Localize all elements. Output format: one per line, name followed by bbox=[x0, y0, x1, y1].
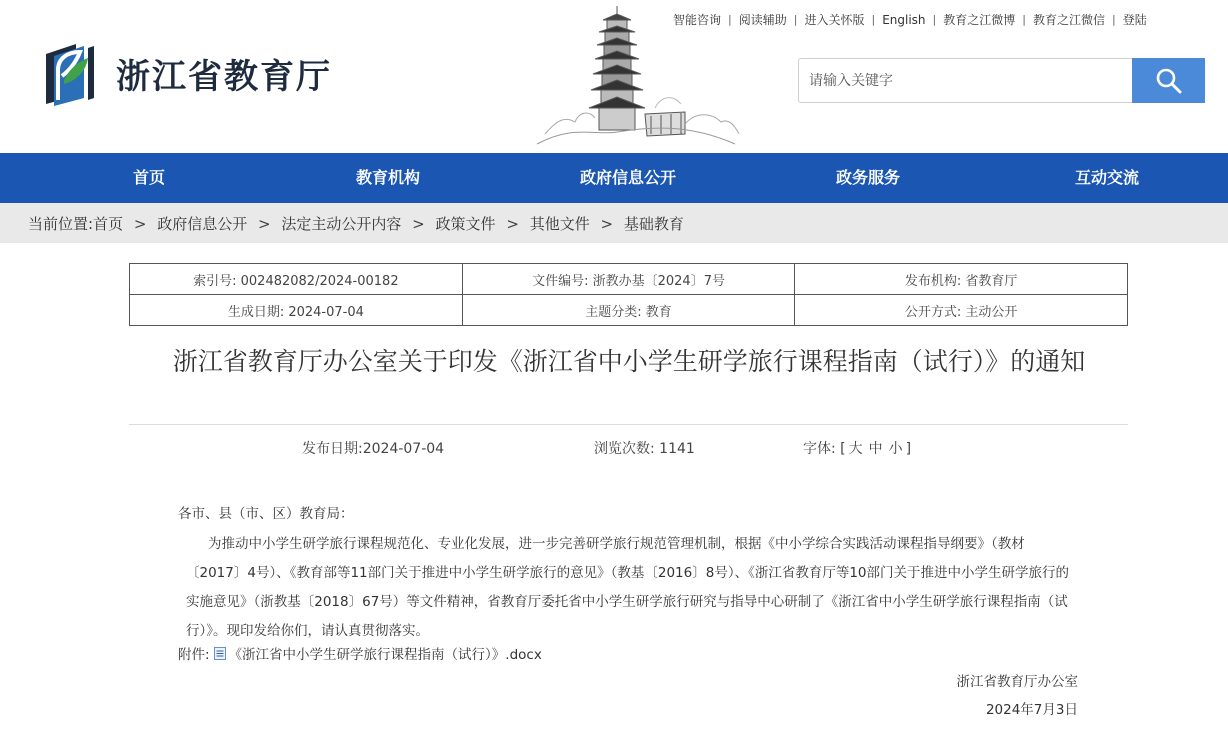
site-logo[interactable] bbox=[40, 40, 332, 106]
publish-date: 发布日期:2024-07-04 bbox=[302, 441, 445, 457]
link-wechat[interactable]: 教育之江微信 bbox=[1033, 13, 1106, 27]
link-weibo[interactable]: 教育之江微博 bbox=[943, 13, 1016, 27]
separator: | bbox=[1022, 13, 1026, 26]
search-button[interactable] bbox=[1132, 58, 1205, 103]
font-size-label: 字体: bbox=[803, 441, 836, 457]
breadcrumb-separator: > bbox=[412, 215, 425, 233]
breadcrumb-basic-edu[interactable]: 基础教育 bbox=[623, 215, 684, 233]
attachment-label: 附件: bbox=[178, 647, 210, 663]
meta-index-no: 索引号: 002482082/2024-00182 bbox=[130, 264, 463, 295]
breadcrumb-statutory[interactable]: 法定主动公开内容 bbox=[281, 215, 402, 233]
nav-item-services[interactable]: 政务服务 bbox=[835, 168, 901, 187]
meta-doc-no: 文件编号: 浙教办基〔2024〕7号 bbox=[462, 264, 795, 295]
link-care-version[interactable]: 进入关怀版 bbox=[804, 13, 865, 27]
sign-date: 2024年7月3日 bbox=[985, 702, 1078, 718]
separator: | bbox=[932, 13, 937, 26]
breadcrumb-gov-info[interactable]: 政府信息公开 bbox=[157, 215, 248, 233]
meta-topic: 主题分类: 教育 bbox=[462, 295, 795, 326]
font-size-small-button[interactable]: 小 bbox=[888, 441, 903, 457]
bracket: [ bbox=[840, 441, 846, 457]
table-row bbox=[130, 295, 1128, 326]
body-paragraph: 为推动中小学生研学旅行课程规范化、专业化发展，进一步完善研学旅行规范管理机制，根据《中小学综合实践活动课程指导纲要》（教材〔2017〕4号）、《教育部等11部门关于推进中小学生研学旅行的意见》（教基〔2016〕8号）、《浙江省教育厅等10部门关于推进中小学生研学旅行的实施意见》（浙教基〔2018〕67号）等文件精神，省教育厅委托省中小学生研学旅行研究与指导中心研制了《浙江省中小学生研学旅行课程指南（试行）》。现印发给你们，请认真贯彻落实。 bbox=[186, 536, 1069, 639]
separator: | bbox=[871, 13, 876, 26]
view-count: 浏览次数: 1141 bbox=[594, 441, 695, 457]
font-size-large-button[interactable]: 大 bbox=[848, 441, 863, 457]
link-smart-consult[interactable]: 智能咨询 bbox=[673, 13, 722, 27]
breadcrumb-separator: > bbox=[258, 215, 271, 233]
breadcrumb bbox=[28, 203, 684, 243]
breadcrumb-policy[interactable]: 政策文件 bbox=[435, 215, 496, 233]
table-row bbox=[130, 264, 1128, 295]
site-name: 浙江省教育厅 bbox=[116, 56, 332, 97]
attachment-file-link[interactable]: 《浙江省中小学生研学旅行课程指南（试行）》.docx bbox=[228, 647, 542, 663]
nav-item-gov-info[interactable]: 政府信息公开 bbox=[579, 168, 677, 187]
breadcrumb-home[interactable]: 首页 bbox=[93, 215, 124, 233]
link-reading-assist[interactable]: 阅读辅助 bbox=[738, 13, 787, 27]
nav-item-home[interactable]: 首页 bbox=[132, 168, 166, 187]
breadcrumb-prefix: 当前位置: bbox=[28, 215, 94, 233]
font-size-control bbox=[803, 438, 911, 458]
separator: | bbox=[1112, 13, 1116, 26]
link-english[interactable]: English bbox=[882, 12, 926, 27]
salutation: 各市、县（市、区）教育局： bbox=[178, 506, 354, 522]
title-divider bbox=[129, 424, 1128, 425]
separator: | bbox=[793, 13, 798, 26]
search-icon bbox=[1155, 67, 1183, 95]
document-meta-table bbox=[129, 263, 1128, 326]
site-header bbox=[0, 0, 1228, 153]
search-box bbox=[798, 58, 1205, 103]
document-icon bbox=[214, 647, 226, 660]
separator: | bbox=[728, 13, 732, 26]
attachment-line bbox=[178, 643, 542, 663]
link-login[interactable]: 登陆 bbox=[1122, 13, 1147, 27]
search-input[interactable] bbox=[798, 58, 1132, 103]
font-size-medium-button[interactable]: 中 bbox=[868, 441, 883, 457]
signature: 浙江省教育厅办公室 bbox=[956, 674, 1078, 690]
main-nav bbox=[0, 153, 1228, 203]
nav-item-interaction[interactable]: 互动交流 bbox=[1074, 168, 1140, 187]
top-links-bar bbox=[673, 11, 1147, 28]
breadcrumb-bar bbox=[0, 203, 1228, 243]
article-title: 浙江省教育厅办公室关于印发《浙江省中小学生研学旅行课程指南（试行）》的通知 bbox=[172, 347, 1086, 376]
breadcrumb-other[interactable]: 其他文件 bbox=[529, 215, 590, 233]
breadcrumb-separator: > bbox=[506, 215, 519, 233]
nav-item-institutions[interactable]: 教育机构 bbox=[355, 168, 421, 187]
meta-publisher: 发布机构: 省教育厅 bbox=[795, 264, 1128, 295]
bracket: ] bbox=[905, 441, 912, 457]
breadcrumb-separator: > bbox=[133, 215, 147, 233]
meta-open-mode: 公开方式: 主动公开 bbox=[795, 295, 1128, 326]
breadcrumb-separator: > bbox=[600, 215, 614, 233]
meta-created-date: 生成日期: 2024-07-04 bbox=[130, 295, 463, 326]
logo-emblem-icon bbox=[40, 40, 98, 106]
